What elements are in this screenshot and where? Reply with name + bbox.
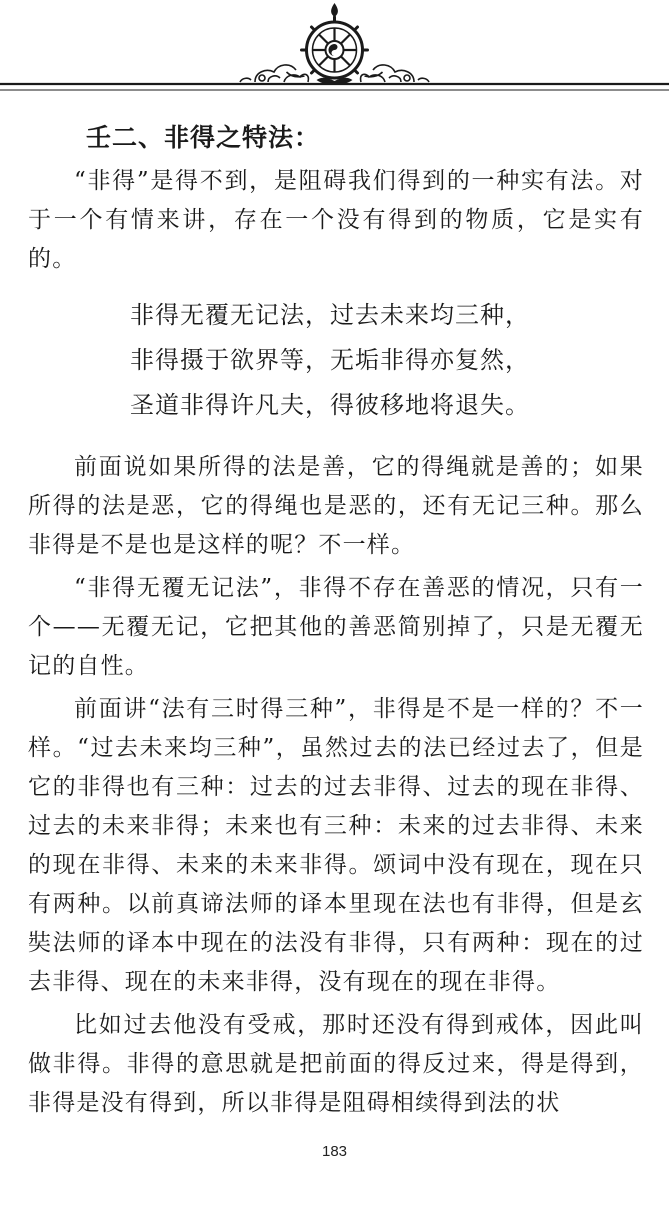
verse-line: 非得摄于欲界等，无垢非得亦复然， — [130, 346, 530, 374]
verse-line: 非得无覆无记法，过去未来均三种， — [130, 301, 530, 329]
body-paragraph: 比如过去他没有受戒，那时还没有得到戒体，因此叫做非得。非得的意思就是把前面的得反过来，得是得到，非得是没有得到，所以非得是阻碍相续得到法的状 — [28, 1012, 644, 1116]
verse-block — [130, 293, 644, 428]
header-ornament — [0, 0, 669, 100]
page-number: 183 — [321, 1143, 348, 1160]
intro-paragraph: “非得”是得不到，是阻碍我们得到的一种实有法。对于一个有情来讲，存在一个没有得到的物质，它是实有的。 — [28, 168, 644, 272]
body-paragraph: “非得无覆无记法”，非得不存在善恶的情况，只有一个——无覆无记，它把其他的善恶简别掉了，只是无覆无记的自性。 — [28, 575, 644, 679]
cloud-scroll-right-icon — [361, 65, 429, 82]
page-header — [0, 0, 669, 100]
dharma-wheel-icon — [287, 3, 383, 84]
page-content — [28, 118, 644, 1123]
verse-line: 圣道非得许凡夫，得彼移地将退失。 — [130, 391, 530, 419]
body-paragraph: 前面讲“法有三时得三种”，非得是不是一样的？不一样。“过去未来均三种”，虽然过去的法已经过去了，但是它的非得也有三种：过去的过去非得、过去的现在非得、过去的未来非得；未来也有三种：未来的过去非得、未来的现在非得、未来的未来非得。颂词中没有现在，现在只有两种。以前真谛法师的译本里现在法也有非得，但是玄奘法师的译本中现在的法没有非得，只有两种：现在的过去非得、现在的未来非得，没有现在的现在非得。 — [28, 696, 644, 995]
cloud-scroll-left-icon — [240, 65, 308, 82]
section-heading: 壬二、非得之特法： — [86, 123, 321, 152]
body-paragraph: 前面说如果所得的法是善，它的得绳就是善的；如果所得的法是恶，它的得绳也是恶的，还有无记三种。那么非得是不是也是这样的呢？不一样。 — [28, 454, 644, 558]
